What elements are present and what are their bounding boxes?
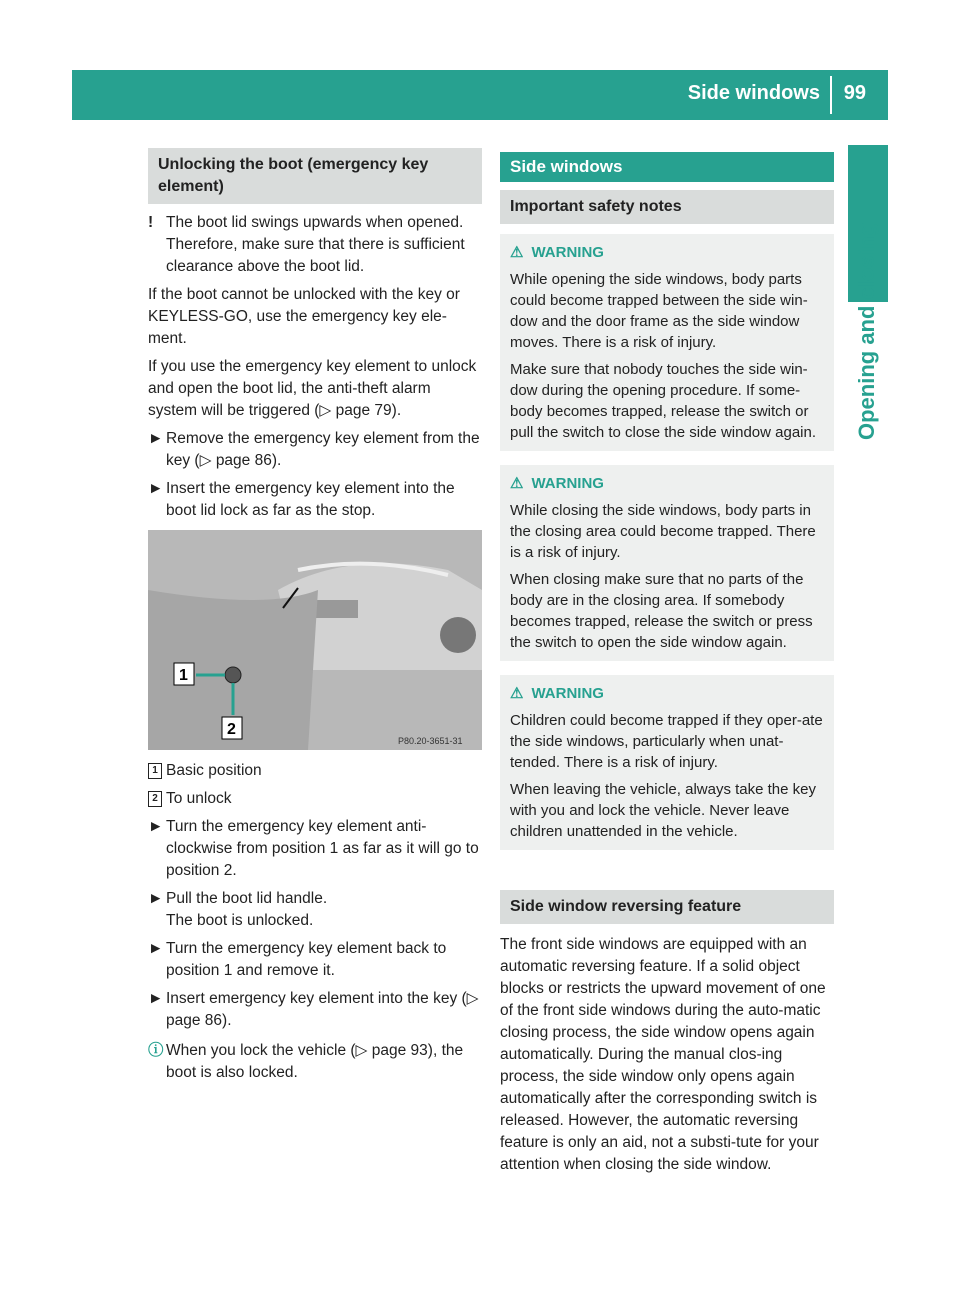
step: ► Turn the emergency key element anti-clockwise from position 1 as far as it will go to position 2. [148, 816, 482, 882]
legend-item: 2 To unlock [148, 788, 482, 810]
number-2-icon: 2 [148, 791, 162, 807]
callout-1: 1 [179, 667, 188, 684]
paragraph: If the boot cannot be unlocked with the key or KEYLESS-GO, use the emergency key ele-ment. [148, 286, 460, 347]
page-header-bar [72, 70, 888, 120]
warning-box: ⚠ WARNING Children could become trapped if they oper-ate the side windows, particularly when unat-tended. There is a risk of injury. When leaving the vehicle, always take the key with you and lock the vehicle. Never leave children unattended in the vehicle. [500, 675, 834, 850]
arrow-icon: ► [148, 990, 164, 1007]
section-heading: Unlocking the boot (emergency key element) [148, 148, 482, 204]
right-column [500, 152, 834, 1182]
subsection-heading: Important safety notes [500, 190, 834, 224]
paragraph: The front side windows are equipped with an automatic reversing feature. If a solid object blocks or restricts the upward movement of one of the front side windows during the auto-matic closing process, the side window opens again automatically. During the manual clos-ing process, the side window only opens again automatically after the corresponding switch is released. However, the automatic reversing feature is only an aid, not a substi-tute for your attention when closing the side window. [500, 936, 826, 1173]
arrow-icon: ► [148, 890, 164, 907]
paragraph: If you use the emergency key element to unlock and open the boot lid, the anti-theft alarm system will be triggered (▷ page 79). [148, 358, 477, 419]
section-header: Side windows [500, 152, 834, 182]
step: ► Turn the emergency key element back to position 1 and remove it. [148, 938, 482, 982]
step: ► Insert the emergency key element into the boot lid lock as far as the stop. [148, 478, 482, 522]
step: ► Insert emergency key element into the key (▷ page 86). [148, 988, 482, 1032]
header-divider [830, 76, 832, 114]
warning-box: ⚠ WARNING While closing the side windows, body parts in the closing area could become trapped. There is a risk of injury. When closing make sure that no parts of the body are in the closing area. If somebody becomes trapped, release the switch or press the switch to open the side window again. [500, 465, 834, 661]
warning-icon: ⚠ [510, 244, 524, 261]
info-icon: ⓘ [148, 1042, 164, 1059]
arrow-icon: ► [148, 940, 164, 957]
callout-2: 2 [227, 721, 236, 738]
exclamation-icon: ! [148, 214, 154, 231]
chapter-label: Opening and closing [854, 222, 879, 440]
number-1-icon: 1 [148, 763, 162, 779]
arrow-icon: ► [148, 480, 164, 497]
subsection-heading: Side window reversing feature [500, 890, 834, 924]
warning-icon: ⚠ [510, 685, 524, 702]
car-rear-illustration [148, 530, 482, 750]
arrow-icon: ► [148, 430, 164, 447]
page-number: 99 [843, 82, 866, 104]
warning-box: ⚠ WARNING While opening the side windows, body parts could become trapped between the side win-dow and the door frame as the side window moves. There is a risk of injury. Make sure that nobody touches the side win-dow during the opening procedure. If some-body becomes trapped, release the switch or pull the switch to close the side window again. [500, 234, 834, 451]
left-column [148, 148, 482, 1090]
info-note: ⓘ When you lock the vehicle (▷ page 93), the boot is also locked. [148, 1040, 482, 1084]
header-title: Side windows [687, 82, 820, 104]
step: ► Remove the emergency key element from the key (▷ page 86). [148, 428, 482, 472]
boot-lock-photo [148, 530, 482, 750]
image-code: P80.20-3651-31 [398, 736, 463, 746]
legend-item: 1 Basic position [148, 760, 482, 782]
arrow-icon: ► [148, 818, 164, 835]
step-result: The boot is unlocked. [166, 912, 314, 929]
warning-icon: ⚠ [510, 475, 524, 492]
step: ► Pull the boot lid handle. [148, 888, 482, 910]
note: ! The boot lid swings upwards when opened. Therefore, make sure that there is sufficient clearance above the boot lid. [148, 212, 482, 278]
